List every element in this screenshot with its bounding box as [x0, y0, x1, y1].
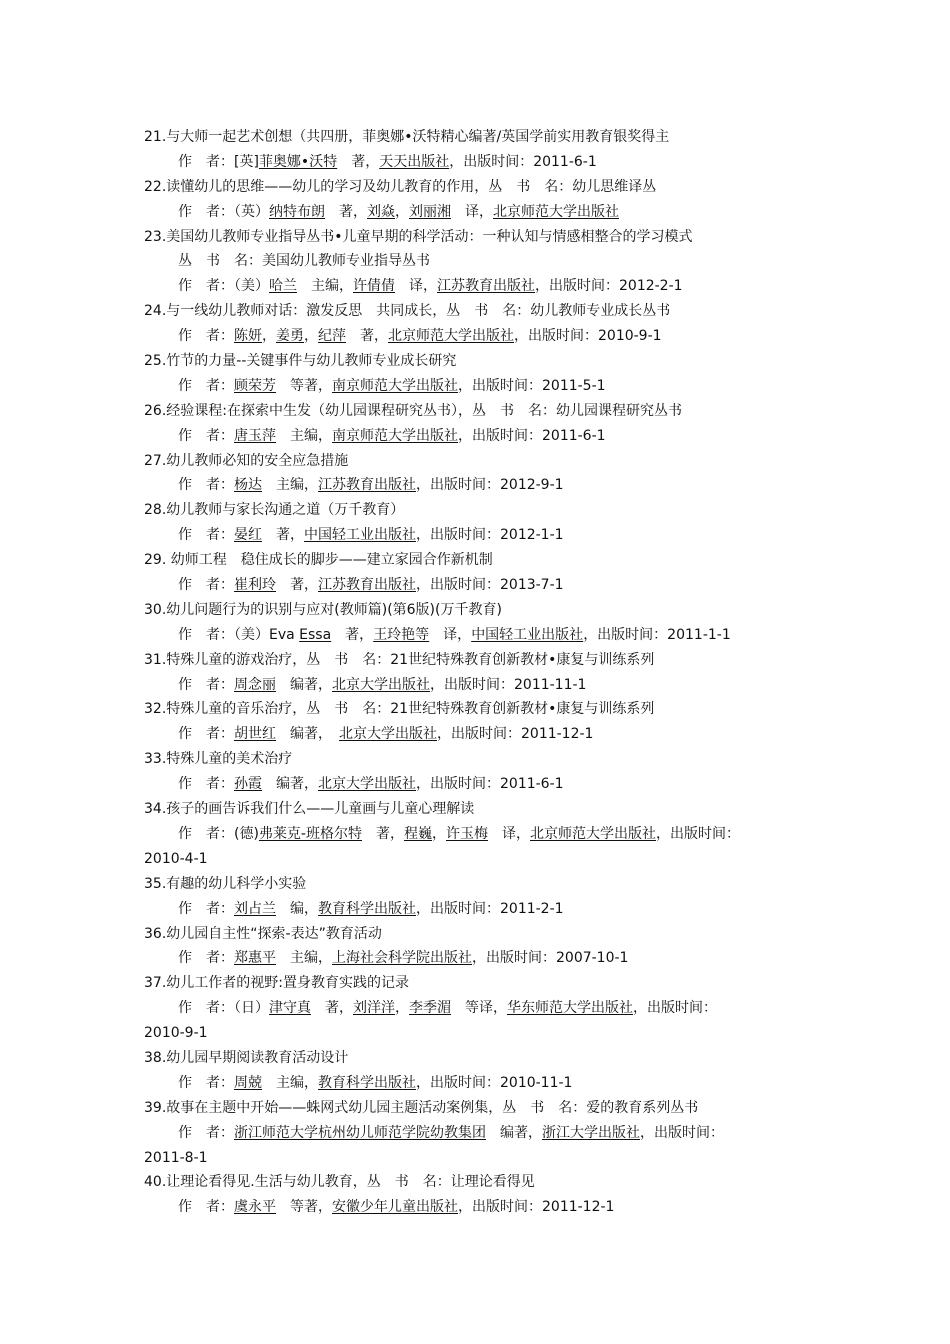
line-text: ，出版时间： — [656, 825, 740, 842]
underlined-link-text[interactable]: 北京大学出版社 — [332, 676, 430, 693]
line-text: 30.幼儿问题行为的识别与应对(教师篇)(第6版)(万千教育) — [144, 601, 502, 618]
line-text: 36.幼儿园自主性“探索-表达”教育活动 — [144, 925, 382, 942]
book-title-line — [144, 648, 824, 673]
line-text: ，出版时间：2011-5-1 — [458, 377, 606, 394]
book-detail-line — [144, 1195, 824, 1220]
underlined-link-text[interactable]: 哈兰 — [269, 278, 297, 295]
line-text: 23.美国幼儿教师专业指导丛书•儿童早期的科学活动：一种认知与情感相整合的学习模式 — [144, 228, 693, 245]
line-text: 32.特殊儿童的音乐治疗，丛 书 名：21世纪特殊教育创新教材•康复与训练系列 — [144, 701, 655, 718]
line-text: 21.与大师一起艺术创想（共四册，菲奥娜•沃特精心编著/英国学前实用教育银奖得主 — [144, 129, 670, 145]
book-title-line — [144, 175, 824, 200]
underlined-link-text[interactable]: 浙江大学出版社 — [542, 1124, 640, 1141]
line-text: 28.幼儿教师与家长沟通之道（万千教育） — [144, 502, 405, 519]
line-text: 编著， — [276, 726, 339, 743]
book-detail-line — [144, 1121, 824, 1146]
line-text: 40.让理论看得见.生活与幼儿教育，丛 书 名：让理论看得见 — [144, 1174, 535, 1191]
line-text: 等著， — [276, 377, 332, 394]
book-detail-line — [144, 324, 824, 349]
underlined-link-text[interactable]: 安徽少年儿童出版社 — [332, 1199, 458, 1216]
book-detail-line — [144, 673, 824, 698]
line-text: ，出版时间：2011-12-1 — [437, 726, 594, 743]
book-title-line — [144, 598, 824, 623]
book-title-line — [144, 449, 824, 474]
book-title-line — [144, 1170, 824, 1195]
underlined-link-text[interactable]: 江苏教育出版社 — [318, 477, 416, 494]
book-detail-line — [144, 772, 824, 797]
underlined-link-text[interactable]: 中国轻工业出版社 — [304, 527, 416, 544]
line-text: ， — [432, 825, 446, 842]
line-text: ，出版时间：2010-11-1 — [416, 1074, 573, 1091]
book-title-line — [144, 548, 824, 573]
line-text: 著， — [325, 203, 367, 220]
underlined-link-text[interactable]: 晏红 — [234, 527, 262, 544]
line-text: 24.与一线幼儿教师对话：激发反思 共同成长，丛 书 名：幼儿教师专业成长丛书 — [144, 303, 671, 320]
underlined-link-text[interactable]: 江苏教育出版社 — [437, 278, 535, 295]
line-text: ，出版时间：2013-7-1 — [416, 577, 564, 594]
underlined-link-text[interactable]: 郑惠平 — [234, 950, 276, 967]
line-text: ，出版时间：2012-2-1 — [535, 278, 683, 295]
underlined-link-text[interactable]: 虞永平 — [234, 1199, 276, 1216]
line-text: ，出版时间： — [640, 1124, 724, 1141]
line-text: 等译， — [451, 1000, 507, 1017]
line-text: 著， — [362, 825, 404, 842]
line-text: 译， — [395, 278, 437, 295]
line-text: 作 者： — [178, 577, 234, 594]
book-detail-line — [144, 996, 824, 1021]
book-detail-line — [144, 424, 824, 449]
book-title-line — [144, 125, 824, 150]
underlined-link-text[interactable]: Essa — [299, 626, 332, 643]
line-text: 作 者： — [178, 676, 234, 693]
line-text: 作 者： — [178, 776, 234, 793]
line-text: 34.孩子的画告诉我们什么——儿童画与儿童心理解读 — [144, 801, 475, 818]
underlined-link-text[interactable]: 刘丽湘 — [409, 203, 451, 220]
line-text: 27.幼儿教师必知的安全应急措施 — [144, 452, 349, 469]
underlined-link-text[interactable]: 周兢 — [234, 1074, 262, 1091]
underlined-link-text[interactable]: 天天出版社 — [379, 153, 450, 170]
underlined-link-text[interactable]: 许倩倩 — [353, 278, 395, 295]
underlined-link-text[interactable]: 教育科学出版社 — [318, 1074, 416, 1091]
book-title-line — [144, 1046, 824, 1071]
line-text: 39.故事在主题中开始——蛛网式幼儿园主题活动案例集，丛 书 名：爱的教育系列丛书 — [144, 1099, 699, 1116]
line-text: ， — [262, 328, 276, 345]
line-text: 作 者： — [178, 726, 234, 743]
book-title-line — [144, 872, 824, 897]
line-text: 译， — [488, 825, 530, 842]
line-text: ，出版时间：2012-1-1 — [416, 527, 564, 544]
line-text: ， — [395, 203, 409, 220]
underlined-link-text[interactable]: 津守真 — [269, 1000, 311, 1017]
book-detail-line — [144, 200, 824, 225]
line-text: 主编， — [297, 278, 353, 295]
book-detail-line — [144, 822, 824, 847]
line-text: 译， — [429, 626, 472, 643]
underlined-link-text[interactable]: 教育科学出版社 — [318, 900, 416, 917]
line-text: 29. 幼师工程 稳住成长的脚步——建立家园合作新机制 — [144, 552, 493, 569]
line-text: 2010-9-1 — [144, 1025, 208, 1042]
book-title-line — [144, 922, 824, 947]
underlined-link-text[interactable]: 浙江师范大学杭州幼儿师范学院幼教集团 — [234, 1124, 486, 1141]
line-text: 37.幼儿工作者的视野:置身教育实践的记录 — [144, 975, 409, 992]
book-detail-line — [144, 374, 824, 399]
book-title-line — [144, 747, 824, 772]
book-detail-line — [144, 722, 824, 747]
underlined-link-text[interactable]: 刘洋洋 — [353, 1000, 395, 1017]
underlined-link-text[interactable]: 周念丽 — [234, 676, 276, 693]
line-text: 编著， — [486, 1124, 542, 1141]
line-text: 2011-8-1 — [144, 1149, 208, 1166]
underlined-link-text[interactable]: 纳特布朗 — [269, 203, 325, 220]
line-text: 著， — [337, 153, 380, 170]
book-title-line — [144, 971, 824, 996]
book-title-line — [144, 697, 824, 722]
line-text: 33.特殊儿童的美术治疗 — [144, 751, 293, 768]
line-text: 作 者： — [178, 1199, 234, 1216]
book-detail-line — [144, 946, 824, 971]
line-text: 作 者： — [178, 328, 234, 345]
underlined-link-text[interactable]: 许玉梅 — [446, 825, 488, 842]
line-text: 作 者： — [178, 477, 234, 494]
underlined-link-text[interactable]: 唐玉萍 — [234, 427, 276, 444]
line-text: 作 者： — [178, 377, 234, 394]
book-list — [144, 125, 824, 1220]
line-text: 编著， — [276, 676, 332, 693]
line-text: 著， — [262, 527, 304, 544]
underlined-link-text[interactable]: 菲奥娜•沃特 — [258, 153, 338, 170]
line-text: 22.读懂幼儿的思维——幼儿的学习及幼儿教育的作用，丛 书 名：幼儿思维译丛 — [144, 178, 657, 195]
line-text: 2010-4-1 — [144, 850, 208, 867]
book-detail-line — [144, 897, 824, 922]
line-text: 26.经验课程:在探索中生发（幼儿园课程研究丛书），丛 书 名：幼儿园课程研究丛书 — [144, 402, 682, 419]
line-text: 35.有趣的幼儿科学小实验 — [144, 875, 307, 892]
line-text: 主编， — [276, 427, 332, 444]
line-text: ，出版时间：2011-12-1 — [458, 1199, 615, 1216]
book-detail-line — [144, 249, 824, 274]
line-text: ，出版时间：2011-6-1 — [416, 776, 564, 793]
underlined-link-text[interactable]: 王玲艳等 — [373, 626, 430, 643]
book-title-line — [144, 349, 824, 374]
underlined-link-text[interactable]: 顾荣芳 — [234, 377, 276, 394]
underlined-link-text[interactable]: 杨达 — [234, 477, 262, 494]
line-text: 主编， — [262, 477, 318, 494]
underlined-link-text[interactable]: 弗莱克-班格尔特 — [258, 825, 362, 842]
line-text: 丛 书 名：美国幼儿教师专业指导丛书 — [178, 253, 430, 270]
underlined-link-text[interactable]: 姜勇 — [276, 328, 304, 345]
line-text: 作 者：(德) — [178, 825, 259, 842]
book-title-line — [144, 797, 824, 822]
line-text: 作 者： — [178, 900, 234, 917]
line-text: 作 者： — [178, 427, 234, 444]
book-title-line — [144, 498, 824, 523]
line-text: 等著， — [276, 1199, 332, 1216]
line-text: 译， — [451, 203, 493, 220]
line-text: 编， — [276, 900, 318, 917]
line-text: ，出版时间：2011-11-1 — [430, 676, 587, 693]
line-text: ，出版时间：2011-2-1 — [416, 900, 564, 917]
underlined-link-text[interactable]: 北京大学出版社 — [339, 726, 437, 743]
line-text: ，出版时间：2007-10-1 — [472, 950, 629, 967]
book-title-line — [144, 847, 824, 872]
line-text: 著， — [311, 1000, 353, 1017]
underlined-link-text[interactable]: 李季湄 — [409, 1000, 451, 1017]
line-text: 31.特殊儿童的游戏治疗，丛 书 名：21世纪特殊教育创新教材•康复与训练系列 — [144, 651, 655, 668]
book-detail-line — [144, 473, 824, 498]
underlined-link-text[interactable]: 华东师范大学出版社 — [507, 1000, 633, 1017]
line-text: ，出版时间：2011-6-1 — [458, 427, 606, 444]
line-text: 38.幼儿园早期阅读教育活动设计 — [144, 1049, 349, 1066]
line-text: 作 者：（日） — [178, 1000, 269, 1017]
underlined-link-text[interactable]: 北京师范大学出版社 — [530, 825, 656, 842]
book-title-line — [144, 399, 824, 424]
book-title-line — [144, 1146, 824, 1171]
book-title-line — [144, 299, 824, 324]
line-text: ，出版时间： — [633, 1000, 717, 1017]
underlined-link-text[interactable]: 崔利玲 — [234, 577, 276, 594]
underlined-link-text[interactable]: 刘焱 — [367, 203, 395, 220]
book-detail-line — [144, 623, 824, 648]
line-text: ， — [395, 1000, 409, 1017]
underlined-link-text[interactable]: 南京师范大学出版社 — [332, 377, 458, 394]
line-text: 著， — [276, 577, 318, 594]
line-text: 作 者：（美）Eva — [178, 626, 300, 643]
book-title-line — [144, 1096, 824, 1121]
line-text: 编著， — [262, 776, 318, 793]
line-text: ，出版时间：2012-9-1 — [416, 477, 564, 494]
line-text: 作 者： — [178, 1124, 234, 1141]
line-text: 25.竹节的力量--关键事件与幼儿教师专业成长研究 — [144, 353, 457, 370]
line-text: 著， — [331, 626, 374, 643]
line-text: ，出版时间：2011-6-1 — [449, 153, 597, 170]
book-detail-line — [144, 573, 824, 598]
line-text: ，出版时间：2011-1-1 — [583, 626, 731, 643]
underlined-link-text[interactable]: 北京大学出版社 — [318, 776, 416, 793]
underlined-link-text[interactable]: 北京师范大学出版社 — [388, 328, 514, 345]
underlined-link-text[interactable]: 胡世红 — [234, 726, 276, 743]
underlined-link-text[interactable]: 上海社会科学院出版社 — [332, 950, 472, 967]
underlined-link-text[interactable]: 刘占兰 — [234, 900, 276, 917]
line-text: 作 者： — [178, 950, 234, 967]
book-title-line — [144, 225, 824, 250]
underlined-link-text[interactable]: 南京师范大学出版社 — [332, 427, 458, 444]
line-text: 作 者：（美） — [178, 278, 269, 295]
underlined-link-text[interactable]: 北京师范大学出版社 — [493, 203, 619, 220]
book-detail-line — [144, 274, 824, 299]
underlined-link-text[interactable]: 程巍 — [404, 825, 432, 842]
book-detail-line — [144, 150, 824, 175]
line-text: ，出版时间：2010-9-1 — [514, 328, 662, 345]
line-text: 作 者：（英） — [178, 203, 269, 220]
line-text: 主编， — [262, 1074, 318, 1091]
line-text: ， — [304, 328, 318, 345]
line-text: 作 者： — [178, 527, 234, 544]
line-text: 作 者：[英] — [178, 153, 259, 170]
underlined-link-text[interactable]: 陈妍 — [234, 328, 262, 345]
line-text: 主编， — [276, 950, 332, 967]
underlined-link-text[interactable]: 纪萍 — [318, 328, 346, 345]
underlined-link-text[interactable]: 孙霞 — [234, 776, 262, 793]
book-detail-line — [144, 1071, 824, 1096]
book-title-line — [144, 1021, 824, 1046]
line-text: 作 者： — [178, 1074, 234, 1091]
line-text: 著， — [346, 328, 388, 345]
underlined-link-text[interactable]: 江苏教育出版社 — [318, 577, 416, 594]
book-detail-line — [144, 523, 824, 548]
underlined-link-text[interactable]: 中国轻工业出版社 — [471, 626, 584, 643]
